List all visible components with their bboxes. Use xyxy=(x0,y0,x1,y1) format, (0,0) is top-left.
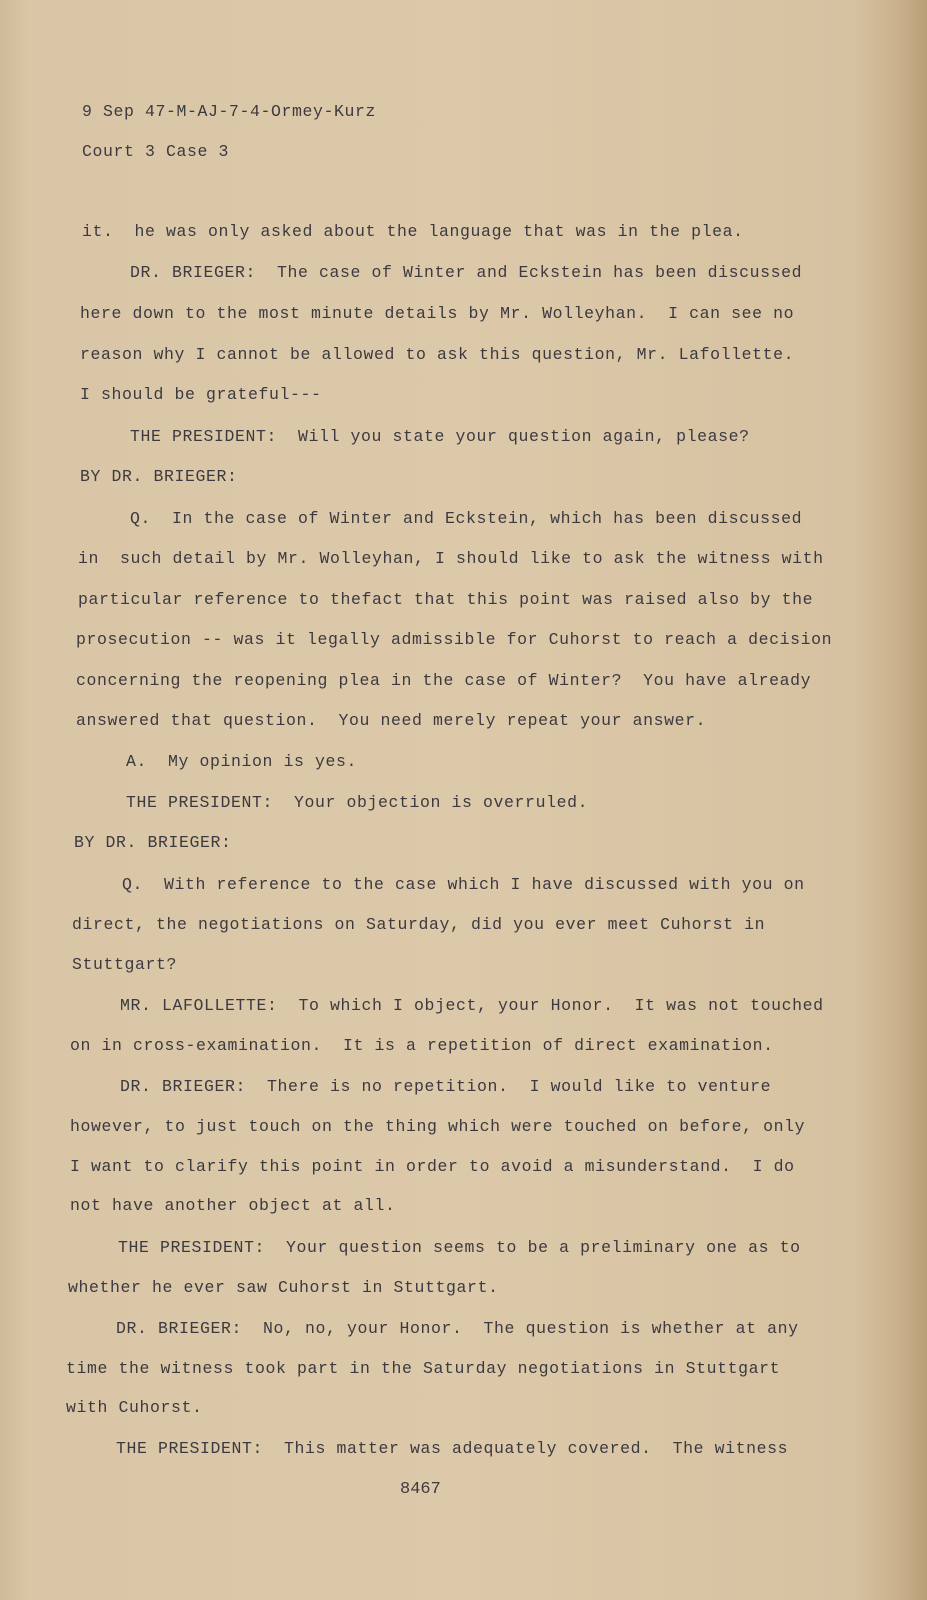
transcript-line: A. My opinion is yes. xyxy=(126,752,358,771)
transcript-line: THE PRESIDENT: Your question seems to be a preliminary one as to xyxy=(118,1238,801,1257)
transcript-line: prosecution -- was it legally admissible for Cuhorst to reach a decision xyxy=(76,630,833,649)
transcript-line: reason why I cannot be allowed to ask this question, Mr. Lafollette. xyxy=(80,345,795,364)
header-reference: 9 Sep 47-M-AJ-7-4-Ormey-Kurz xyxy=(82,102,377,121)
transcript-line: THE PRESIDENT: This matter was adequately covered. The witness xyxy=(116,1439,789,1458)
transcript-line: particular reference to thefact that this point was raised also by the xyxy=(78,590,814,609)
transcript-line: answered that question. You need merely repeat your answer. xyxy=(76,711,707,730)
transcript-line: BY DR. BRIEGER: xyxy=(80,467,238,486)
transcript-line: on in cross-examination. It is a repetition of direct examination. xyxy=(70,1036,774,1055)
transcript-line: THE PRESIDENT: Will you state your question again, please? xyxy=(130,427,750,446)
transcript-line: whether he ever saw Cuhorst in Stuttgart. xyxy=(68,1278,499,1297)
transcript-line: DR. BRIEGER: The case of Winter and Eckstein has been discussed xyxy=(130,263,803,282)
transcript-line: it. he was only asked about the language that was in the plea. xyxy=(82,222,744,241)
transcript-line: THE PRESIDENT: Your objection is overruled. xyxy=(126,793,589,812)
transcript-line: direct, the negotiations on Saturday, did you ever meet Cuhorst in xyxy=(72,915,766,934)
transcript-line: I want to clarify this point in order to avoid a misunderstand. I do xyxy=(70,1157,795,1176)
transcript-line: here down to the most minute details by Mr. Wolleyhan. I can see no xyxy=(80,304,795,323)
transcript-line: BY DR. BRIEGER: xyxy=(74,833,232,852)
transcript-line: DR. BRIEGER: There is no repetition. I would like to venture xyxy=(120,1077,772,1096)
transcript-line: Stuttgart? xyxy=(72,955,178,974)
transcript-line: concerning the reopening plea in the case of Winter? You have already xyxy=(76,671,812,690)
transcript-line: not have another object at all. xyxy=(70,1196,396,1215)
page-number: 8467 xyxy=(400,1480,441,1499)
transcript-line: however, to just touch on the thing which were touched on before, only xyxy=(70,1117,806,1136)
transcript-line: in such detail by Mr. Wolleyhan, I should like to ask the witness with xyxy=(78,549,824,568)
header-court-case: Court 3 Case 3 xyxy=(82,142,230,161)
transcript-line: with Cuhorst. xyxy=(66,1398,203,1417)
transcript-line: time the witness took part in the Saturday negotiations in Stuttgart xyxy=(66,1359,781,1378)
transcript-line: MR. LAFOLLETTE: To which I object, your Honor. It was not touched xyxy=(120,996,824,1015)
transcript-line: Q. In the case of Winter and Eckstein, which has been discussed xyxy=(130,509,803,528)
transcript-line: DR. BRIEGER: No, no, your Honor. The question is whether at any xyxy=(116,1319,799,1338)
transcript-line: I should be grateful--- xyxy=(80,385,322,404)
transcript-line: Q. With reference to the case which I have discussed with you on xyxy=(122,875,805,894)
